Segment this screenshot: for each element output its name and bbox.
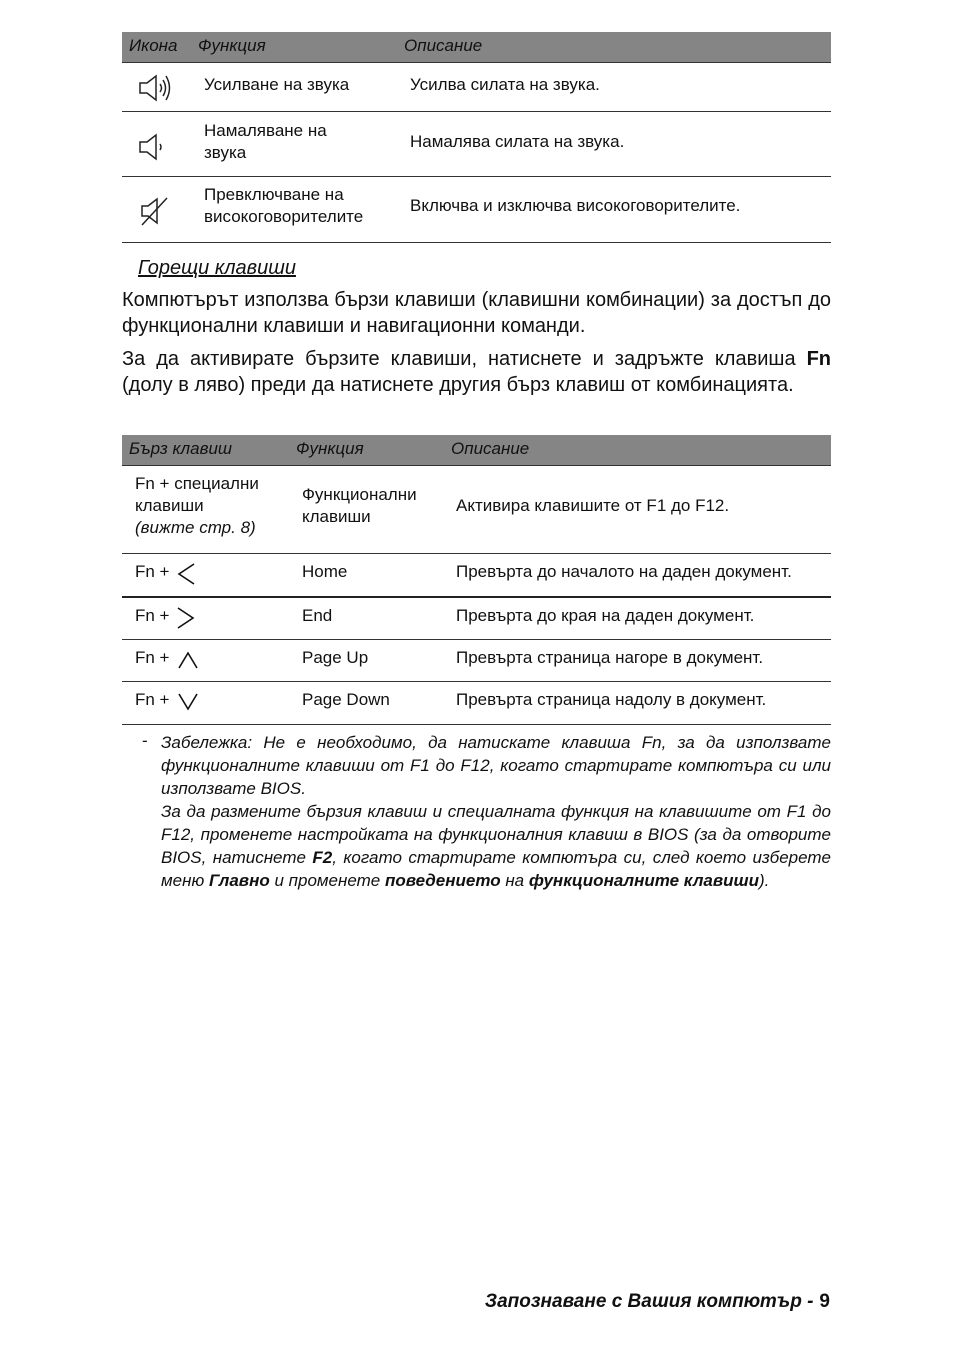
volume-down-icon bbox=[137, 132, 169, 162]
hotkey-table-header bbox=[122, 435, 831, 466]
hotkey-label: Fn + специални bbox=[135, 474, 259, 493]
function-label: Усилване на звука bbox=[204, 75, 350, 94]
note-text: и променете bbox=[269, 871, 385, 890]
header-function: Функция bbox=[296, 439, 364, 458]
hotkey-table bbox=[122, 435, 831, 725]
left-chevron-icon bbox=[176, 562, 196, 586]
note-dash: - bbox=[142, 731, 148, 750]
function-label: високоговорителите bbox=[204, 207, 364, 226]
note-text: ). bbox=[759, 871, 770, 890]
function-label: Page Down bbox=[302, 690, 390, 709]
function-label: звука bbox=[204, 143, 247, 162]
hotkey-label: Fn + bbox=[135, 562, 170, 581]
function-label: Функционални bbox=[302, 485, 417, 504]
activate-text-before: За да активирате бързите клавиши, натиснете и задръжте клавиша bbox=[122, 348, 807, 370]
description-label: Превърта до края на даден документ. bbox=[456, 606, 755, 625]
header-hotkey: Бърз клавиш bbox=[129, 439, 233, 458]
note-text: За да размените бързия клавиш и специалната функция на клавишите от F1 до F12, променете настройката на функционалния клавиш в BIOS (за да отворите BIOS, натиснете bbox=[161, 802, 831, 867]
speaker-mute-icon bbox=[137, 195, 171, 227]
activate-text-after: (долу в ляво) преди да натиснете другия бърз клавиш от комбинацията. bbox=[122, 374, 794, 396]
table-row bbox=[122, 177, 831, 243]
hotkey-label: Fn + bbox=[135, 690, 170, 709]
function-label: Page Up bbox=[302, 648, 369, 667]
description-label: Превърта до началото на даден документ. bbox=[456, 562, 792, 581]
hotkey-label: Fn + bbox=[135, 606, 170, 625]
function-label: Превключване на bbox=[204, 185, 344, 204]
table-row bbox=[122, 640, 831, 682]
header-icon: Икона bbox=[129, 36, 178, 55]
description-label: Превърта страница нагоре в документ. bbox=[456, 648, 764, 667]
function-label: End bbox=[302, 606, 333, 625]
description-label: Намалява силата на звука. bbox=[410, 132, 625, 151]
note-paragraph-2 bbox=[161, 800, 831, 892]
table-row bbox=[122, 554, 831, 598]
right-chevron-icon bbox=[176, 606, 196, 630]
hotkey-label: клавиши bbox=[135, 496, 204, 515]
description-label: Превърта страница надолу в документ. bbox=[456, 690, 767, 709]
header-description: Описание bbox=[404, 36, 483, 55]
note-f2-key: F2 bbox=[312, 848, 333, 867]
page-footer bbox=[485, 1291, 830, 1313]
volume-table-header bbox=[122, 32, 831, 63]
footer-title: Запознаване с Вашия компютър - bbox=[484, 1291, 814, 1312]
note-text: , когато стартирате компютъра си, след което изберете меню bbox=[161, 848, 831, 890]
note-paragraph-1: Забележка: Не е необходимо, да натискате клавиша Fn, за да използвате функционалните клавиши от F1 до F12, когато стартирате компютъра си или използвате BIOS. bbox=[161, 733, 831, 798]
note-text: на bbox=[500, 871, 529, 890]
hotkeys-heading: Горещи клавиши bbox=[138, 257, 296, 279]
volume-up-icon bbox=[137, 73, 177, 103]
function-label: Намаляване на bbox=[204, 121, 327, 140]
intro-paragraph: Компютърът използва бързи клавиши (клавишни комбинации) за достъп до функционални клавиши и навигационни команди. bbox=[122, 289, 831, 337]
hotkey-label: Fn + bbox=[135, 648, 170, 667]
activate-paragraph bbox=[122, 346, 831, 398]
note-function-keys: функционалните клавиши bbox=[528, 871, 760, 890]
description-label: Активира клавишите от F1 до F12. bbox=[456, 496, 730, 515]
table-row bbox=[122, 598, 831, 640]
header-description: Описание bbox=[451, 439, 530, 458]
table-row bbox=[122, 63, 831, 112]
volume-table bbox=[122, 32, 831, 243]
table-row bbox=[122, 682, 831, 725]
down-chevron-icon bbox=[177, 692, 199, 712]
page-reference: (вижте стр. 8) bbox=[135, 518, 256, 537]
note-main-menu: Главно bbox=[208, 871, 270, 890]
note-behavior: поведението bbox=[384, 871, 501, 890]
description-label: Усилва силата на звука. bbox=[410, 75, 600, 94]
header-function: Функция bbox=[198, 36, 266, 55]
function-label: Home bbox=[302, 562, 348, 581]
fn-key-label: Fn bbox=[806, 348, 831, 370]
function-label: клавиши bbox=[302, 507, 371, 526]
up-chevron-icon bbox=[177, 650, 199, 670]
page-number: 9 bbox=[819, 1291, 830, 1312]
table-row bbox=[122, 112, 831, 177]
table-row bbox=[122, 466, 831, 554]
description-label: Включва и изключва високоговорителите. bbox=[410, 196, 741, 215]
